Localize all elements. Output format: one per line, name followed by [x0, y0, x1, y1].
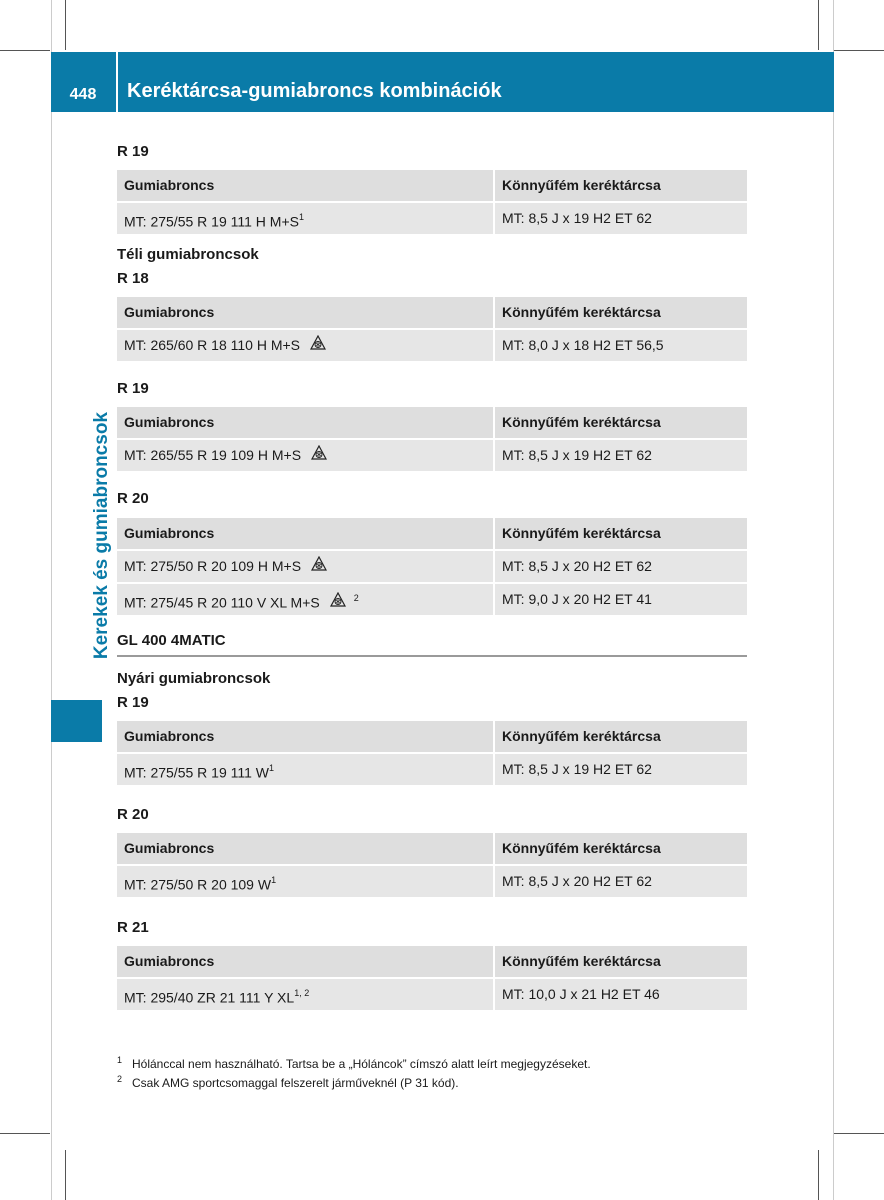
tire-cell: [117, 440, 493, 471]
crop-mark: [51, 0, 52, 1200]
footnote-ref: 1: [271, 875, 277, 885]
footnote-ref: 1: [298, 212, 304, 222]
footnote-ref: 1, 2: [294, 988, 310, 998]
crop-mark: [834, 1133, 884, 1134]
tire-table: [117, 297, 747, 363]
tire-size: MT: 275/50 R 20 109 H M+S: [124, 558, 302, 574]
page-title: Keréktárcsa-gumiabroncs kombinációk: [127, 80, 502, 102]
table-header-row: [117, 297, 747, 328]
summer-tires-heading: Nyári gumiabroncsok: [117, 670, 271, 687]
footnote-text: Hólánccal nem használható. Tartsa be a „Hóláncok” címszó alatt leírt megjegyzéseket.: [132, 1057, 591, 1071]
table-header-row: [117, 833, 747, 864]
tire-cell: [117, 866, 493, 897]
tire-size: MT: 275/45 R 20 110 V XL M+S: [124, 594, 320, 611]
table-row: [117, 866, 747, 897]
column-header-rim: Könnyűfém keréktárcsa: [495, 518, 747, 549]
rim-cell: MT: 9,0 J x 20 H2 ET 41: [495, 584, 747, 615]
chapter-side-label: Kerekek és gumiabroncsok: [91, 412, 112, 660]
column-header-tire: Gumiabroncs: [117, 170, 493, 201]
page-number: 448: [69, 86, 97, 103]
rim-size-heading: R 19: [117, 694, 149, 711]
tire-table: [117, 407, 747, 473]
footnote-number: 1: [117, 1055, 123, 1065]
winter-tires-heading: Téli gumiabroncsok: [117, 246, 259, 263]
snowflake-mountain-icon: [310, 330, 326, 361]
model-section-title: GL 400 4MATIC: [117, 632, 226, 649]
snowflake-mountain-icon: [311, 551, 327, 582]
table-row: [117, 979, 747, 1010]
crop-mark: [65, 0, 66, 50]
tire-size: MT: 275/55 R 19 111 W: [124, 764, 269, 781]
section-divider: [117, 655, 747, 657]
column-header-rim: Könnyűfém keréktárcsa: [495, 946, 747, 977]
tire-table: [117, 833, 747, 899]
tire-table: [117, 946, 747, 1012]
table-row: [117, 754, 747, 785]
tire-cell: [117, 203, 493, 234]
tire-size: MT: 275/55 R 19 111 H M+S: [124, 213, 299, 230]
table-header-row: [117, 407, 747, 438]
header-divider: [116, 52, 118, 112]
rim-cell: MT: 8,5 J x 19 H2 ET 62: [495, 440, 747, 471]
column-header-tire: Gumiabroncs: [117, 946, 493, 977]
tire-size: MT: 275/50 R 20 109 W: [124, 876, 272, 893]
footnote-ref: 2: [353, 593, 359, 603]
snowflake-mountain-icon: [311, 440, 327, 471]
column-header-tire: Gumiabroncs: [117, 297, 493, 328]
footnote: [117, 1076, 459, 1090]
table-row: [117, 584, 747, 615]
tire-cell: [117, 979, 493, 1010]
rim-cell: MT: 8,5 J x 19 H2 ET 62: [495, 754, 747, 785]
rim-cell: MT: 8,5 J x 20 H2 ET 62: [495, 551, 747, 582]
tire-cell: [117, 754, 493, 785]
snowflake-mountain-icon: [330, 587, 346, 618]
rim-cell: MT: 8,5 J x 19 H2 ET 62: [495, 203, 747, 234]
table-header-row: [117, 170, 747, 201]
footnote-text: Csak AMG sportcsomaggal felszerelt járműveknél (P 31 kód).: [132, 1076, 459, 1090]
table-header-row: [117, 518, 747, 549]
crop-mark: [0, 50, 50, 51]
rim-size-heading: R 19: [117, 380, 149, 397]
column-header-tire: Gumiabroncs: [117, 833, 493, 864]
table-header-row: [117, 721, 747, 752]
column-header-rim: Könnyűfém keréktárcsa: [495, 833, 747, 864]
tire-cell: [117, 584, 493, 615]
rim-size-heading: R 18: [117, 270, 149, 287]
table-header-row: [117, 946, 747, 977]
crop-mark: [818, 1150, 819, 1200]
tire-cell: [117, 551, 493, 582]
footnote-number: 2: [117, 1074, 123, 1084]
column-header-tire: Gumiabroncs: [117, 518, 493, 549]
column-header-rim: Könnyűfém keréktárcsa: [495, 721, 747, 752]
tire-cell: [117, 330, 493, 361]
tire-table: [117, 170, 747, 236]
rim-cell: MT: 8,5 J x 20 H2 ET 62: [495, 866, 747, 897]
table-row: [117, 551, 747, 582]
crop-mark: [833, 0, 834, 1200]
table-row: [117, 440, 747, 471]
column-header-tire: Gumiabroncs: [117, 407, 493, 438]
table-row: [117, 203, 747, 234]
tire-table: [117, 721, 747, 787]
footnote: [117, 1057, 591, 1071]
table-row: [117, 330, 747, 361]
crop-mark: [818, 0, 819, 50]
tire-table: [117, 518, 747, 617]
rim-size-heading: R 21: [117, 919, 149, 936]
rim-size-heading: R 20: [117, 490, 149, 507]
crop-mark: [0, 1133, 50, 1134]
rim-size-heading: R 19: [117, 143, 149, 160]
rim-cell: MT: 10,0 J x 21 H2 ET 46: [495, 979, 747, 1010]
chapter-tab: [51, 700, 102, 742]
column-header-rim: Könnyűfém keréktárcsa: [495, 170, 747, 201]
crop-mark: [65, 1150, 66, 1200]
footnote-ref: 1: [269, 763, 275, 773]
rim-size-heading: R 20: [117, 806, 149, 823]
tire-size: MT: 295/40 ZR 21 111 Y XL: [124, 989, 295, 1006]
tire-size: MT: 265/60 R 18 110 H M+S: [124, 337, 300, 353]
rim-cell: MT: 8,0 J x 18 H2 ET 56,5: [495, 330, 747, 361]
column-header-rim: Könnyűfém keréktárcsa: [495, 407, 747, 438]
crop-mark: [834, 50, 884, 51]
column-header-tire: Gumiabroncs: [117, 721, 493, 752]
column-header-rim: Könnyűfém keréktárcsa: [495, 297, 747, 328]
tire-size: MT: 265/55 R 19 109 H M+S: [124, 447, 302, 463]
